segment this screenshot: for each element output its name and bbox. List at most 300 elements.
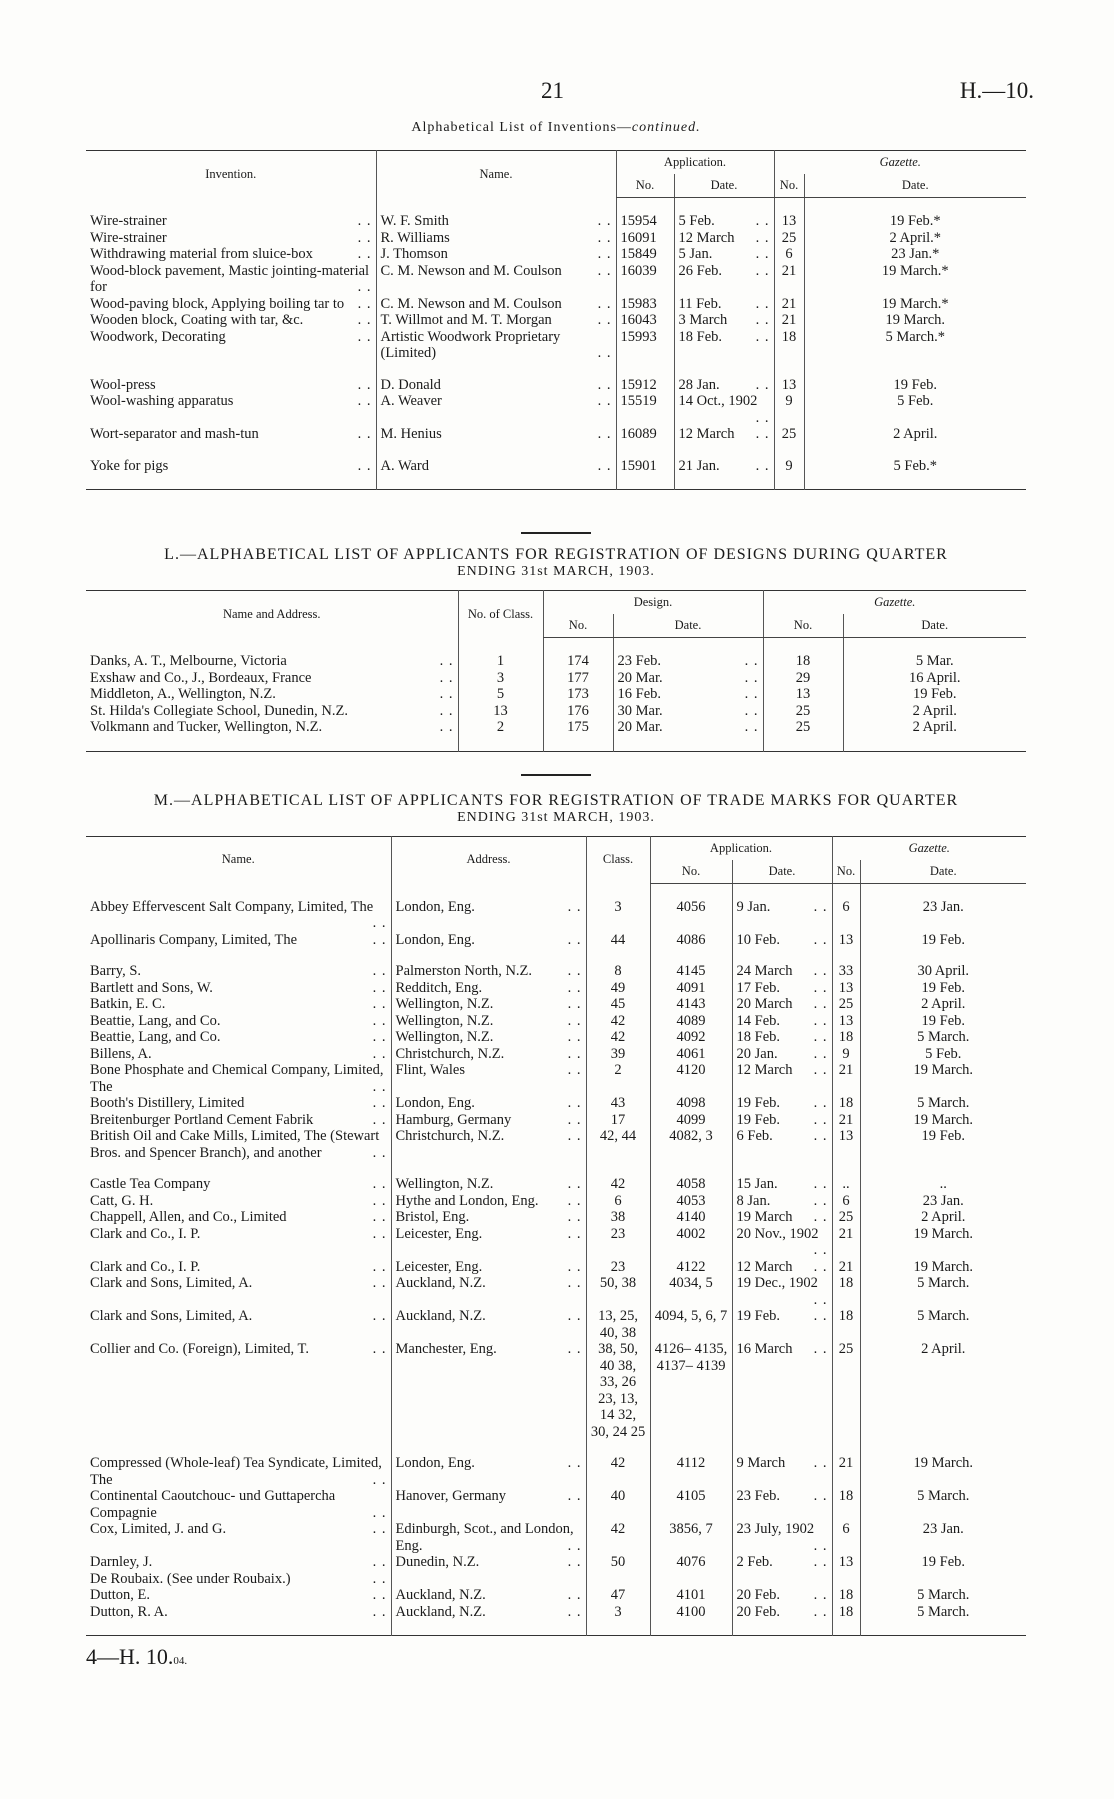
trademarks-subtitle: ENDING 31st MARCH, 1903. bbox=[457, 809, 655, 825]
spacer-cell bbox=[391, 1161, 586, 1176]
spacer-cell bbox=[86, 198, 376, 214]
spacer-cell bbox=[774, 443, 804, 458]
spacer-cell bbox=[732, 948, 832, 963]
gaz-date-cell: 2 April.* bbox=[804, 230, 1026, 247]
gaz-no-cell: 18 bbox=[832, 1275, 860, 1308]
gaz-date-cell: 19 Feb. bbox=[843, 686, 1026, 703]
table-row bbox=[86, 1341, 1026, 1440]
spacer-cell bbox=[543, 736, 613, 752]
class-cell: 6 bbox=[586, 1193, 650, 1210]
spacer-cell bbox=[674, 474, 774, 490]
app-date-cell: 18 Feb. . . bbox=[674, 329, 774, 362]
table-row bbox=[86, 1209, 1026, 1226]
table-row bbox=[86, 377, 1026, 394]
gaz-no-cell: .. bbox=[832, 1176, 860, 1193]
address-cell: Bristol, Eng. . . bbox=[391, 1209, 586, 1226]
invention-cell: Wood-paving block, Applying boiling tar to . . bbox=[86, 296, 376, 313]
spacer-row bbox=[86, 1620, 1026, 1636]
table-row bbox=[86, 230, 1026, 247]
spacer-cell bbox=[860, 1620, 1026, 1636]
col-app-no: No. bbox=[650, 860, 732, 884]
class-cell: 49 bbox=[586, 980, 650, 997]
spacer-cell bbox=[674, 443, 774, 458]
spacer-cell bbox=[86, 1161, 391, 1176]
gaz-no-cell: 21 bbox=[774, 263, 804, 296]
class-cell: 3 bbox=[586, 899, 650, 932]
gaz-date-cell: 5 Feb. bbox=[860, 1046, 1026, 1063]
design-no-cell: 174 bbox=[543, 653, 613, 670]
address-cell: Auckland, N.Z. . . bbox=[391, 1604, 586, 1621]
address-cell: London, Eng. . . bbox=[391, 1455, 586, 1488]
gaz-date-cell: 5 March. bbox=[860, 1587, 1026, 1604]
class-cell: 47 bbox=[586, 1587, 650, 1604]
col-gaz-no: No. bbox=[774, 174, 804, 198]
class-cell bbox=[586, 1571, 650, 1588]
address-cell: Redditch, Eng. . . bbox=[391, 980, 586, 997]
app-no-cell: 4076 bbox=[650, 1554, 732, 1571]
table-row bbox=[86, 1095, 1026, 1112]
gaz-date-cell: 23 Jan.* bbox=[804, 246, 1026, 263]
name-cell: Breitenburger Portland Cement Fabrik . . bbox=[86, 1112, 391, 1129]
col-name: Name. bbox=[376, 151, 616, 198]
gaz-date-cell: 5 March. bbox=[860, 1095, 1026, 1112]
spacer-cell bbox=[616, 474, 674, 490]
name-cell: T. Willmot and M. T. Morgan . . bbox=[376, 312, 616, 329]
class-cell: 38 bbox=[586, 1209, 650, 1226]
invention-cell: Wire-strainer . . bbox=[86, 230, 376, 247]
app-no-cell: 15901 bbox=[616, 458, 674, 475]
gaz-date-cell: 19 Feb. bbox=[860, 932, 1026, 949]
app-no-cell: 4061 bbox=[650, 1046, 732, 1063]
class-cell: 13, 25, 40, 38 bbox=[586, 1308, 650, 1341]
table-row bbox=[86, 458, 1026, 475]
table-row bbox=[86, 719, 1026, 736]
name-cell: Beattie, Lang, and Co. . . bbox=[86, 1029, 391, 1046]
spacer-row bbox=[86, 443, 1026, 458]
table-row bbox=[86, 1488, 1026, 1521]
col-gaz-date: Date. bbox=[860, 860, 1026, 884]
app-no-cell: 16043 bbox=[616, 312, 674, 329]
spacer-cell bbox=[376, 362, 616, 377]
gaz-no-cell: 21 bbox=[832, 1226, 860, 1259]
designs-subtitle: ENDING 31st MARCH, 1903. bbox=[457, 564, 655, 579]
designs-heading bbox=[86, 546, 1026, 580]
gaz-no-cell: 25 bbox=[774, 230, 804, 247]
table-row bbox=[86, 1259, 1026, 1276]
class-cell: 8 bbox=[586, 963, 650, 980]
gaz-date-cell: 19 Feb. bbox=[804, 377, 1026, 394]
table-row bbox=[86, 296, 1026, 313]
page-footer bbox=[86, 1644, 1026, 1670]
app-no-cell: 4105 bbox=[650, 1488, 732, 1521]
name-cell: Batkin, E. C. . . bbox=[86, 996, 391, 1013]
col-invention: Invention. bbox=[205, 166, 257, 181]
table-row bbox=[86, 1554, 1026, 1571]
app-date-cell: 23 July, 1902 . . bbox=[732, 1521, 832, 1554]
gaz-no-cell: 6 bbox=[832, 1193, 860, 1210]
gaz-no-cell: 18 bbox=[832, 1095, 860, 1112]
class-cell: 23 bbox=[586, 1259, 650, 1276]
spacer-cell bbox=[391, 948, 586, 963]
spacer-row bbox=[86, 474, 1026, 490]
name-cell: Clark and Co., I. P. . . bbox=[86, 1226, 391, 1259]
name-cell: C. M. Newson and M. Coulson . . bbox=[376, 296, 616, 313]
name-cell: R. Williams . . bbox=[376, 230, 616, 247]
address-cell: Wellington, N.Z. . . bbox=[391, 1176, 586, 1193]
app-no-cell: 15912 bbox=[616, 377, 674, 394]
address-cell: Edinburgh, Scot., and London, Eng. . . bbox=[391, 1521, 586, 1554]
table-row bbox=[86, 1029, 1026, 1046]
design-no-cell: 173 bbox=[543, 686, 613, 703]
table-row bbox=[86, 980, 1026, 997]
table-row bbox=[86, 1308, 1026, 1341]
gaz-no-cell: 13 bbox=[832, 1554, 860, 1571]
spacer-row bbox=[86, 948, 1026, 963]
spacer-cell bbox=[86, 362, 376, 377]
app-date-cell: 15 Jan. . . bbox=[732, 1176, 832, 1193]
gaz-no-cell: 18 bbox=[774, 329, 804, 362]
col-address: Address. bbox=[391, 836, 586, 883]
app-no-cell: 4099 bbox=[650, 1112, 732, 1129]
col-app-date: Date. bbox=[674, 174, 774, 198]
spacer-cell bbox=[86, 1440, 391, 1455]
name-cell: W. F. Smith . . bbox=[376, 213, 616, 230]
name-cell: Dutton, E. . . bbox=[86, 1587, 391, 1604]
table-row bbox=[86, 1455, 1026, 1488]
name-address-cell: Middleton, A., Wellington, N.Z. . . bbox=[86, 686, 458, 703]
address-cell: London, Eng. . . bbox=[391, 932, 586, 949]
class-cell: 39 bbox=[586, 1046, 650, 1063]
gaz-no-cell: 21 bbox=[774, 312, 804, 329]
gaz-no-cell: 21 bbox=[774, 296, 804, 313]
table-row bbox=[86, 932, 1026, 949]
class-cell: 42, 44 bbox=[586, 1128, 650, 1161]
address-cell: London, Eng. . . bbox=[391, 899, 586, 932]
class-cell: 2 bbox=[586, 1062, 650, 1095]
gaz-no-cell: 29 bbox=[763, 670, 843, 687]
app-date-cell: 17 Feb. . . bbox=[732, 980, 832, 997]
app-no-cell: 4058 bbox=[650, 1176, 732, 1193]
class-cell: 17 bbox=[586, 1112, 650, 1129]
table-row bbox=[86, 963, 1026, 980]
gaz-date-cell: 5 March. bbox=[860, 1604, 1026, 1621]
design-date-cell: 20 Mar. . . bbox=[613, 719, 763, 736]
app-no-cell: 4145 bbox=[650, 963, 732, 980]
name-cell: Bartlett and Sons, W. . . bbox=[86, 980, 391, 997]
spacer-cell bbox=[391, 1440, 586, 1455]
gaz-date-cell: 5 Mar. bbox=[843, 653, 1026, 670]
table-row bbox=[86, 1587, 1026, 1604]
gaz-date-cell: 30 April. bbox=[860, 963, 1026, 980]
gaz-date-cell: 19 March.* bbox=[804, 263, 1026, 296]
spacer-cell bbox=[86, 736, 458, 752]
spacer-row bbox=[86, 198, 1026, 214]
spacer-row bbox=[86, 1440, 1026, 1455]
design-no-cell: 175 bbox=[543, 719, 613, 736]
gaz-date-cell: 2 April. bbox=[860, 1341, 1026, 1440]
app-no-cell: 4091 bbox=[650, 980, 732, 997]
gaz-date-cell: 5 March. bbox=[860, 1488, 1026, 1521]
gaz-date-cell: 5 March.* bbox=[804, 329, 1026, 362]
app-date-cell: 9 Jan. . . bbox=[732, 899, 832, 932]
gaz-no-cell: 21 bbox=[832, 1112, 860, 1129]
gaz-date-cell: 2 April. bbox=[843, 719, 1026, 736]
section-divider bbox=[521, 774, 591, 776]
address-cell bbox=[391, 1571, 586, 1588]
app-no-cell: 4143 bbox=[650, 996, 732, 1013]
gaz-no-cell: 9 bbox=[774, 458, 804, 475]
name-cell: A. Ward . . bbox=[376, 458, 616, 475]
gaz-date-cell: 2 April. bbox=[843, 703, 1026, 720]
spacer-cell bbox=[650, 883, 732, 899]
class-cell: 43 bbox=[586, 1095, 650, 1112]
app-date-cell: 20 Feb. . . bbox=[732, 1604, 832, 1621]
app-date-cell: 2 Feb. . . bbox=[732, 1554, 832, 1571]
gaz-no-cell: 9 bbox=[774, 393, 804, 426]
col-class: No. of Class. bbox=[458, 591, 543, 638]
address-cell: Christchurch, N.Z. . . bbox=[391, 1128, 586, 1161]
col-gazette: Gazette. bbox=[774, 151, 1026, 175]
gaz-date-cell: 5 March. bbox=[860, 1029, 1026, 1046]
gaz-no-cell: 21 bbox=[832, 1062, 860, 1095]
gaz-no-cell: 25 bbox=[763, 719, 843, 736]
app-date-cell: 12 March . . bbox=[674, 230, 774, 247]
app-no-cell: 4122 bbox=[650, 1259, 732, 1276]
address-cell: Auckland, N.Z. . . bbox=[391, 1275, 586, 1308]
name-cell: Collier and Co. (Foreign), Limited, T. . . bbox=[86, 1341, 391, 1440]
invention-cell: Withdrawing material from sluice-box . . bbox=[86, 246, 376, 263]
document-code: H.—10. bbox=[959, 78, 1034, 103]
address-cell: Wellington, N.Z. . . bbox=[391, 1029, 586, 1046]
app-no-cell: 15519 bbox=[616, 393, 674, 426]
app-date-cell: 19 Feb. . . bbox=[732, 1095, 832, 1112]
app-no-cell: 4056 bbox=[650, 899, 732, 932]
app-date-cell: 12 March . . bbox=[732, 1062, 832, 1095]
address-cell: Auckland, N.Z. . . bbox=[391, 1587, 586, 1604]
spacer-cell bbox=[832, 1620, 860, 1636]
name-cell: A. Weaver . . bbox=[376, 393, 616, 426]
app-date-cell: 8 Jan. . . bbox=[732, 1193, 832, 1210]
spacer-cell bbox=[376, 443, 616, 458]
class-cell: 42 bbox=[586, 1521, 650, 1554]
table-row bbox=[86, 246, 1026, 263]
spacer-cell bbox=[616, 362, 674, 377]
footer-code: 4—H. 10. bbox=[86, 1644, 174, 1669]
invention-cell: Yoke for pigs . . bbox=[86, 458, 376, 475]
app-date-cell bbox=[732, 1571, 832, 1588]
spacer-cell bbox=[543, 638, 613, 654]
app-no-cell: 4112 bbox=[650, 1455, 732, 1488]
gaz-no-cell: 13 bbox=[832, 1128, 860, 1161]
name-cell: Clark and Sons, Limited, A. . . bbox=[86, 1308, 391, 1341]
app-no-cell: 16091 bbox=[616, 230, 674, 247]
spacer-cell bbox=[650, 1161, 732, 1176]
app-date-cell: 20 Jan. . . bbox=[732, 1046, 832, 1063]
gaz-date-cell: 19 March.* bbox=[804, 296, 1026, 313]
table-row bbox=[86, 1046, 1026, 1063]
gaz-no-cell: 18 bbox=[763, 653, 843, 670]
name-cell: Darnley, J. . . bbox=[86, 1554, 391, 1571]
app-no-cell: 4092 bbox=[650, 1029, 732, 1046]
app-date-cell: 12 March . . bbox=[674, 426, 774, 443]
spacer-cell bbox=[732, 883, 832, 899]
invention-cell: Wool-press . . bbox=[86, 377, 376, 394]
app-no-cell: 15849 bbox=[616, 246, 674, 263]
name-cell: D. Donald . . bbox=[376, 377, 616, 394]
class-cell: 3 bbox=[458, 670, 543, 687]
table-row bbox=[86, 213, 1026, 230]
spacer-cell bbox=[616, 443, 674, 458]
app-no-cell: 4002 bbox=[650, 1226, 732, 1259]
footer-suffix: 04. bbox=[173, 1655, 188, 1667]
class-cell: 2 bbox=[458, 719, 543, 736]
table-row bbox=[86, 1176, 1026, 1193]
name-cell: Clark and Sons, Limited, A. . . bbox=[86, 1275, 391, 1308]
table-row bbox=[86, 393, 1026, 426]
gaz-no-cell bbox=[832, 1571, 860, 1588]
app-date-cell: 23 Feb. . . bbox=[732, 1488, 832, 1521]
class-cell: 50 bbox=[586, 1554, 650, 1571]
spacer-row bbox=[86, 736, 1026, 752]
spacer-cell bbox=[613, 736, 763, 752]
class-cell: 5 bbox=[458, 686, 543, 703]
spacer-cell bbox=[860, 1161, 1026, 1176]
address-cell: Leicester, Eng. . . bbox=[391, 1259, 586, 1276]
col-design: Design. bbox=[543, 591, 763, 615]
gaz-no-cell: 18 bbox=[832, 1488, 860, 1521]
spacer-cell bbox=[763, 736, 843, 752]
gaz-date-cell: 19 March. bbox=[860, 1112, 1026, 1129]
app-date-cell: 14 Feb. . . bbox=[732, 1013, 832, 1030]
spacer-cell bbox=[860, 948, 1026, 963]
spacer-cell bbox=[458, 736, 543, 752]
spacer-cell bbox=[458, 638, 543, 654]
address-cell: London, Eng. . . bbox=[391, 1095, 586, 1112]
gaz-date-cell: 19 March. bbox=[860, 1455, 1026, 1488]
app-date-cell: 12 March . . bbox=[732, 1259, 832, 1276]
app-no-cell: 4094, 5, 6, 7 bbox=[650, 1308, 732, 1341]
name-cell: Abbey Effervescent Salt Company, Limited, The . . bbox=[86, 899, 391, 932]
gaz-date-cell: 19 Feb. bbox=[860, 1013, 1026, 1030]
spacer-cell bbox=[586, 883, 650, 899]
address-cell: Wellington, N.Z. . . bbox=[391, 1013, 586, 1030]
table-row bbox=[86, 329, 1026, 362]
app-date-cell: 19 Feb. . . bbox=[732, 1308, 832, 1341]
gaz-date-cell: 5 Feb.* bbox=[804, 458, 1026, 475]
spacer-cell bbox=[86, 883, 391, 899]
app-no-cell: 15993 bbox=[616, 329, 674, 362]
class-cell: 45 bbox=[586, 996, 650, 1013]
class-cell: 42 bbox=[586, 1176, 650, 1193]
gaz-date-cell: 23 Jan. bbox=[860, 899, 1026, 932]
col-gaz-date: Date. bbox=[843, 614, 1026, 638]
spacer-cell bbox=[732, 1440, 832, 1455]
app-date-cell: 26 Feb. . . bbox=[674, 263, 774, 296]
gaz-no-cell: 21 bbox=[832, 1455, 860, 1488]
col-app-date: Date. bbox=[732, 860, 832, 884]
name-address-cell: Exshaw and Co., J., Bordeaux, France . . bbox=[86, 670, 458, 687]
spacer-cell bbox=[650, 948, 732, 963]
continued-italic: continued. bbox=[631, 120, 701, 135]
designs-title: L.—ALPHABETICAL LIST OF APPLICANTS FOR REGISTRATION OF DESIGNS DURING QUARTER bbox=[164, 546, 948, 563]
table-row bbox=[86, 1193, 1026, 1210]
spacer-cell bbox=[586, 1620, 650, 1636]
table-row bbox=[86, 426, 1026, 443]
app-no-cell: 4140 bbox=[650, 1209, 732, 1226]
name-cell: Billens, A. . . bbox=[86, 1046, 391, 1063]
class-cell: 1 bbox=[458, 653, 543, 670]
inventions-table bbox=[86, 150, 1026, 490]
design-no-cell: 177 bbox=[543, 670, 613, 687]
spacer-cell bbox=[376, 198, 616, 214]
gaz-date-cell: 23 Jan. bbox=[860, 1193, 1026, 1210]
table-row bbox=[86, 1112, 1026, 1129]
app-date-cell: 24 March . . bbox=[732, 963, 832, 980]
name-cell: British Oil and Cake Mills, Limited, The (Stewart Bros. and Spencer Branch), and another . . bbox=[86, 1128, 391, 1161]
spacer-cell bbox=[391, 1620, 586, 1636]
gaz-no-cell: 25 bbox=[832, 1209, 860, 1226]
gaz-no-cell: 13 bbox=[774, 377, 804, 394]
app-no-cell: 4126– 4135, 4137– 4139 bbox=[650, 1341, 732, 1440]
class-cell: 40 bbox=[586, 1488, 650, 1521]
app-date-cell: 3 March . . bbox=[674, 312, 774, 329]
name-cell: Apollinaris Company, Limited, The . . bbox=[86, 932, 391, 949]
app-date-cell: 21 Jan. . . bbox=[674, 458, 774, 475]
app-no-cell: 4101 bbox=[650, 1587, 732, 1604]
spacer-cell bbox=[86, 948, 391, 963]
gaz-date-cell: 19 March. bbox=[860, 1259, 1026, 1276]
app-date-cell: 16 March . . bbox=[732, 1341, 832, 1440]
app-no-cell: 4053 bbox=[650, 1193, 732, 1210]
table-row bbox=[86, 686, 1026, 703]
app-date-cell: 20 Feb. . . bbox=[732, 1587, 832, 1604]
spacer-cell bbox=[732, 1620, 832, 1636]
app-date-cell: 19 Feb. . . bbox=[732, 1112, 832, 1129]
gaz-date-cell: 19 March. bbox=[860, 1062, 1026, 1095]
spacer-row bbox=[86, 1161, 1026, 1176]
gaz-date-cell: 19 Feb. bbox=[860, 1554, 1026, 1571]
app-no-cell: 4082, 3 bbox=[650, 1128, 732, 1161]
app-date-cell: 19 March . . bbox=[732, 1209, 832, 1226]
class-cell: 3 bbox=[586, 1604, 650, 1621]
spacer-cell bbox=[86, 638, 458, 654]
app-date-cell: 18 Feb. . . bbox=[732, 1029, 832, 1046]
spacer-cell bbox=[843, 638, 1026, 654]
address-cell: Wellington, N.Z. . . bbox=[391, 996, 586, 1013]
spacer-cell bbox=[391, 883, 586, 899]
col-name: Name. bbox=[221, 852, 255, 867]
spacer-cell bbox=[774, 198, 804, 214]
gaz-no-cell: 13 bbox=[832, 932, 860, 949]
gaz-date-cell: .. bbox=[860, 1176, 1026, 1193]
designs-table bbox=[86, 590, 1026, 752]
spacer-cell bbox=[86, 1620, 391, 1636]
app-date-cell: 11 Feb. . . bbox=[674, 296, 774, 313]
app-date-cell: 6 Feb. . . bbox=[732, 1128, 832, 1161]
table-row bbox=[86, 899, 1026, 932]
spacer-cell bbox=[804, 198, 1026, 214]
gaz-date-cell: 2 April. bbox=[860, 996, 1026, 1013]
spacer-row bbox=[86, 883, 1026, 899]
app-date-cell: 10 Feb. . . bbox=[732, 932, 832, 949]
address-cell: Hanover, Germany . . bbox=[391, 1488, 586, 1521]
table-row bbox=[86, 703, 1026, 720]
gaz-no-cell: 25 bbox=[774, 426, 804, 443]
app-date-cell: 20 March . . bbox=[732, 996, 832, 1013]
address-cell: Auckland, N.Z. . . bbox=[391, 1308, 586, 1341]
table-row bbox=[86, 1062, 1026, 1095]
table-row bbox=[86, 263, 1026, 296]
